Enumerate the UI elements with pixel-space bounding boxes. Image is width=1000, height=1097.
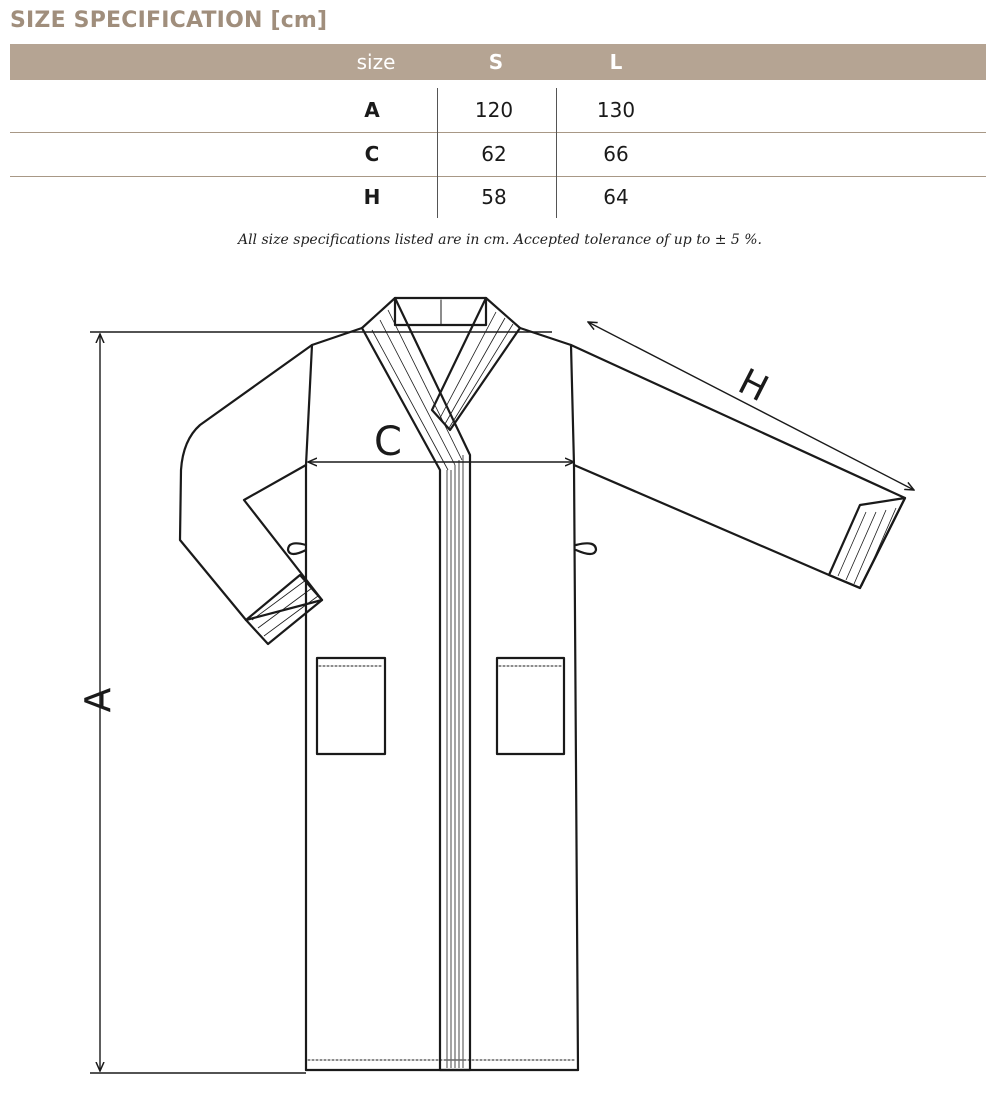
- row-value-s: 62: [481, 142, 507, 166]
- pocket-right: [497, 658, 564, 754]
- left-sleeve: [180, 345, 322, 620]
- row-label: H: [363, 185, 381, 209]
- row-label: C: [364, 142, 380, 166]
- right-sleeve: [571, 345, 905, 588]
- header-size-label: size: [356, 50, 396, 74]
- row-value-s: 58: [481, 185, 507, 209]
- dimension-c-label: C: [374, 419, 402, 465]
- robe-body-left: [306, 328, 362, 1070]
- pocket-left: [317, 658, 385, 754]
- belt-loop-left: [288, 543, 306, 554]
- page-title: SIZE SPECIFICATION [cm]: [10, 8, 328, 33]
- front-band-left: [362, 298, 470, 1070]
- belt-loop-right: [576, 543, 596, 554]
- front-band-right: [432, 298, 520, 430]
- row-value-l: 130: [596, 98, 636, 122]
- tolerance-note: All size specifications listed are in cm. Accepted tolerance of up to ± 5 %.: [237, 232, 763, 248]
- row-value-s: 120: [474, 98, 514, 122]
- header-size-l: L: [609, 50, 623, 74]
- header-size-s: S: [488, 50, 504, 74]
- row-value-l: 64: [603, 185, 629, 209]
- row-label: A: [364, 98, 380, 122]
- robe-body-right: [520, 328, 578, 1070]
- dimension-a-label: A: [78, 687, 119, 713]
- row-value-l: 66: [603, 142, 629, 166]
- dimension-h-label: H: [731, 361, 775, 411]
